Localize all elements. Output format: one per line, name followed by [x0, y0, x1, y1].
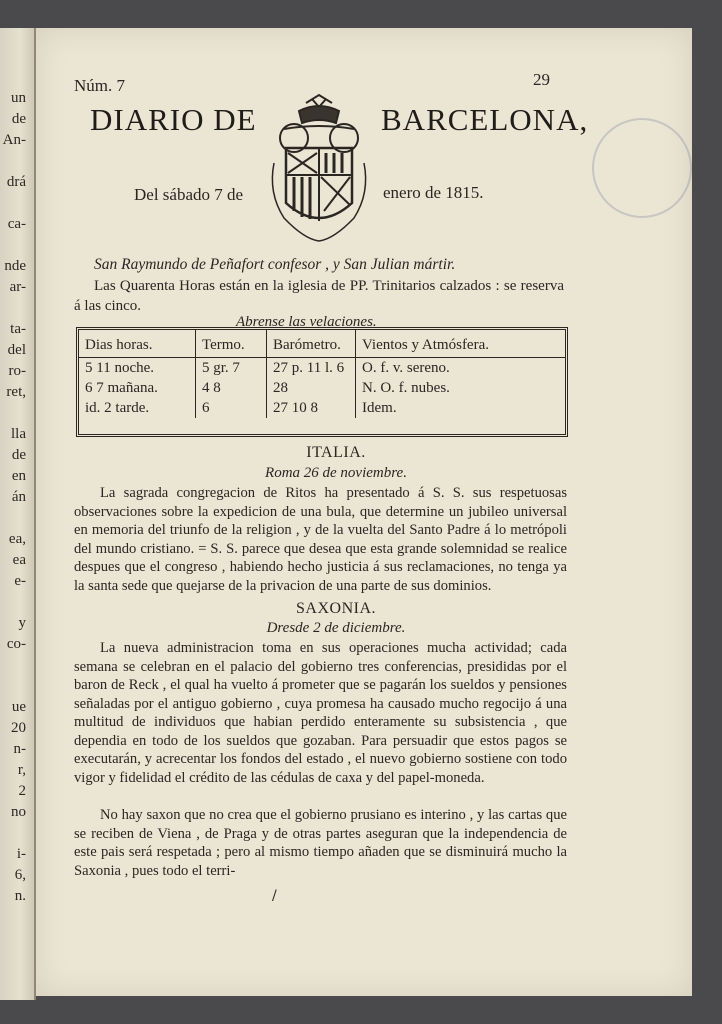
weather-cell: N. O. f. nubes.	[362, 380, 450, 396]
left-page-fragment: ca-	[7, 216, 26, 232]
article-saxonia-part-2: No hay saxon que no crea que el gobierno prusiano es interino , y las cartas que se reciben de Viena , de Praga y de otras partes aseguran que la independencia de este pais será respetada ; pero al mismo tiempo añaden que se disminuirá mucho la Saxonia , pues todo el terri-	[74, 807, 567, 879]
article-saxonia-part-1: La nueva administracion toma en sus operaciones mucha actividad; cada semana se celebran en el palacio del gobierno tres conferencias, presididas por el baron de Reck , el qual ha vuelto á prometer que se pagarán los sueldos y pensiones señaladas por el antiguo gobierno , cuya promesa ha causado mucho regocijo á una multitud de individuos que habian perdido enteramente su subsistencia , que dependia en todo de los sueldos que gozaban. Para persuadir que estos pagos se executarán, y acrecentar los fondos del estado , el nuevo gobierno sostiene con todo vigor y fidelidad el crédito de las cédulas de caxa y del papel-moneda.	[74, 640, 567, 786]
left-page-fragment: i-	[16, 846, 26, 862]
left-page-fragment: An-	[2, 132, 26, 148]
issue-number: Núm. 7	[74, 76, 125, 95]
article-italia: La sagrada congregacion de Ritos ha presentado á S. S. sus respetuosas observaciones sobre la expedicion de una bula, que determine un jubileo universal en memoria del triunfo de la religion , y de la vuelta del Santo Padre á lo metrópoli del mundo cristiano. = S. S. parece que desea que esta grande solemnidad se realice despues que el congreso , habiendo hecho justicia á sus reclamaciones, no tenga ya la santa sede que quejarse de la privacion de una parte de sus dominios.	[74, 485, 567, 594]
left-page-fragment	[0, 823, 34, 844]
left-page-fragment	[0, 676, 34, 697]
barcelona-coat-of-arms-icon	[264, 93, 374, 243]
section-heading-italia: ITALIA.	[306, 444, 366, 461]
date-line-left: Del sábado 7 de	[134, 185, 244, 204]
left-page-fragment: lla	[11, 426, 26, 442]
weather-table	[76, 327, 568, 437]
left-page-fragment: de	[11, 447, 26, 463]
table-row	[79, 398, 565, 418]
table-row	[79, 378, 565, 398]
ink-mark: /	[272, 888, 277, 904]
table-row	[79, 358, 565, 379]
weather-cell: 27 p. 11 l. 6	[267, 358, 356, 379]
left-page-fragment	[0, 592, 34, 613]
weather-cell: O. f. v. sereno.	[362, 360, 450, 376]
left-page-fragment: del	[7, 342, 26, 358]
left-facing-page	[0, 28, 36, 1000]
left-page-fragment: y	[18, 615, 26, 631]
left-page-fragment: ea	[12, 552, 26, 568]
left-page-fragment: nde	[4, 258, 26, 274]
left-page-fragment: de	[11, 111, 26, 127]
left-page-fragment: 20	[11, 720, 26, 736]
left-page-fragment: no	[11, 804, 26, 820]
weather-cell: 4 8	[196, 378, 267, 398]
section-heading-saxonia: SAXONIA.	[296, 600, 376, 617]
left-page-fragment	[0, 235, 34, 256]
weather-cell: 6	[196, 398, 267, 418]
dateline-roma: Roma 26 de noviembre.	[265, 465, 407, 481]
weather-cell: 27 10 8	[267, 398, 356, 418]
left-page-fragment: e-	[14, 573, 26, 589]
left-page-fragment: drá	[6, 174, 26, 190]
masthead-title-left: DIARIO DE	[90, 102, 257, 137]
left-page-fragment: n-	[13, 741, 26, 757]
left-page-text-fragments	[0, 28, 34, 907]
masthead-title-right: BARCELONA,	[381, 102, 589, 137]
left-page-fragment	[0, 298, 34, 319]
left-page-fragment: co-	[6, 636, 26, 652]
left-page-fragment: ta-	[10, 321, 26, 337]
page-number: 29	[533, 70, 550, 89]
velaciones-notice: Abrense las velaciones.	[236, 314, 377, 330]
library-stamp	[592, 118, 692, 218]
left-page-fragment: ret,	[6, 384, 26, 400]
left-page-fragment: ar-	[9, 279, 26, 295]
weather-cell: 5 gr. 7	[196, 358, 267, 379]
weather-cell: 28	[267, 378, 356, 398]
forty-hours-notice: Las Quarenta Horas están en la iglesia de PP. Trinitarios calzados : se reserva á las cinco.	[74, 278, 564, 314]
left-page-fragment: án	[11, 489, 26, 505]
left-page-fragment: un	[11, 90, 26, 106]
left-page-fragment: en	[11, 468, 26, 484]
left-page-fragment: ro-	[8, 363, 26, 379]
weather-header-days: Dias horas.	[79, 330, 196, 358]
left-page-fragment	[0, 508, 34, 529]
left-page-fragment	[0, 193, 34, 214]
weather-header-barometer: Barómetro.	[267, 330, 356, 358]
weather-cell: 5 11 noche.	[79, 358, 196, 379]
newspaper-page	[36, 28, 692, 996]
left-page-fragment: n.	[14, 888, 26, 904]
saints-of-the-day: San Raymundo de Peñafort confesor , y San Julian mártir.	[94, 256, 456, 273]
left-page-fragment	[0, 151, 34, 172]
left-page-fragment: ea,	[8, 531, 26, 547]
weather-cell: 6 7 mañana.	[79, 378, 196, 398]
left-page-fragment: r,	[17, 762, 26, 778]
weather-header-winds: Vientos y Atmósfera.	[356, 330, 566, 358]
left-page-fragment: ue	[11, 699, 26, 715]
weather-header-thermo: Termo.	[196, 330, 267, 358]
dateline-dresde: Dresde 2 de diciembre.	[266, 620, 406, 636]
left-page-fragment	[0, 655, 34, 676]
left-page-fragment	[0, 403, 34, 424]
left-page-fragment: 6,	[14, 867, 26, 883]
left-page-fragment: 2	[18, 783, 26, 799]
weather-cell: id. 2 tarde.	[79, 398, 196, 418]
weather-cell: Idem.	[362, 400, 397, 416]
date-line-right: enero de 1815.	[383, 183, 484, 202]
